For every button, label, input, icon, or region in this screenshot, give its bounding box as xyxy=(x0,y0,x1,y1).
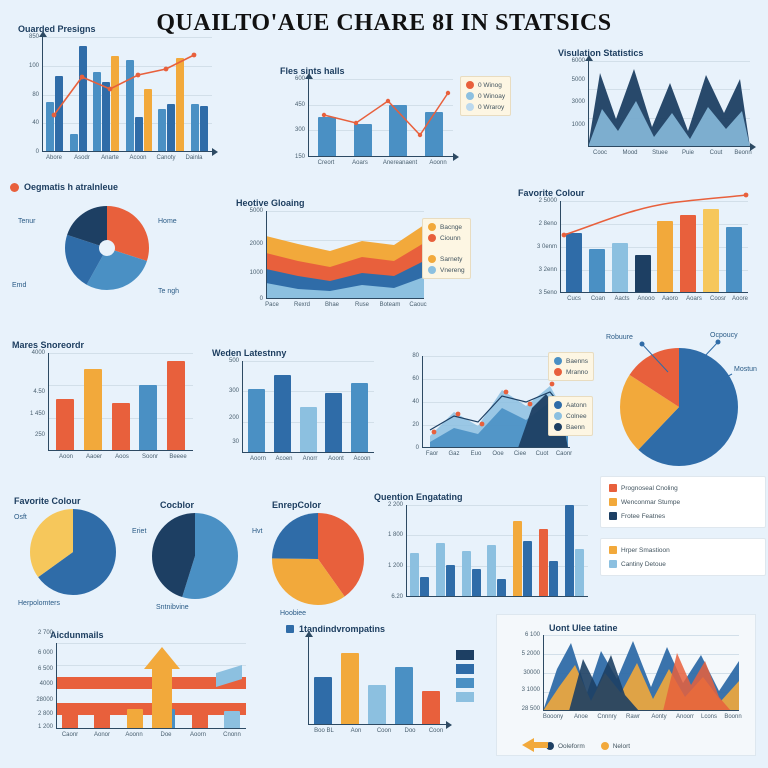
pie-label: Sntnibvine xyxy=(156,604,189,611)
x-tick: Ruse xyxy=(354,302,370,308)
legend-label: Prognoseal Cnoling xyxy=(621,484,678,492)
legend-item xyxy=(466,81,505,89)
y-tick: 60 xyxy=(412,376,419,382)
plot-area xyxy=(28,34,212,161)
x-tick: Soonr xyxy=(141,454,159,460)
chart-title: Heotive Gloaing xyxy=(236,198,305,208)
bar xyxy=(436,543,445,597)
chart-title: Fles sints halls xyxy=(280,66,345,76)
bar xyxy=(565,505,574,597)
x-tick: Rawr xyxy=(625,714,641,720)
legend-swatch-icon xyxy=(554,401,562,409)
legend-item xyxy=(428,234,465,242)
y-tick: 4000 xyxy=(31,350,45,356)
x-tick: Dainla xyxy=(185,155,203,161)
legend-label: Nelort xyxy=(612,742,631,750)
x-tick: Boteam xyxy=(379,302,401,308)
y-tick: 20 xyxy=(412,422,419,428)
bar xyxy=(575,549,584,597)
chart-pie-favorite-colour xyxy=(14,496,134,616)
chart-title: Favorite Colour xyxy=(518,188,585,198)
chart-donut-oegmatis xyxy=(10,182,210,322)
x-tick: Anarte xyxy=(101,155,119,161)
legend-swatch-icon xyxy=(466,103,474,111)
y-tick: 80 xyxy=(32,91,39,98)
chart-title: Visulation Statistics xyxy=(558,48,644,58)
chart-title: Favorite Colour xyxy=(14,496,81,506)
legend-label: Sarnety xyxy=(440,255,463,263)
chart-title: Ouarded Presigns xyxy=(18,24,96,34)
x-tick: Cooc xyxy=(592,150,608,156)
y-tick: 4000 xyxy=(39,681,53,688)
bar xyxy=(112,403,130,451)
plot-area xyxy=(387,502,588,600)
x-tick: Caonr xyxy=(61,732,79,738)
pie-label: Herpolomters xyxy=(18,600,61,607)
x-tick: Acoon xyxy=(353,456,371,462)
x-tick: Anoe xyxy=(573,714,589,720)
x-tick: Aoon xyxy=(58,454,74,460)
chart-title: Cocblor xyxy=(160,500,195,510)
y-tick: 2000 xyxy=(249,241,263,248)
pie-label: Mostun xyxy=(734,366,757,373)
legend-swatch-icon xyxy=(609,484,617,492)
legend-swatch-icon xyxy=(554,357,562,365)
y-tick: 250 xyxy=(34,432,45,439)
legend-label: Colnee xyxy=(566,412,587,420)
legend-item xyxy=(609,484,757,492)
x-tick: Aoore xyxy=(731,296,749,302)
y-tick: 450 xyxy=(294,101,305,108)
legend-label: 0 Wraroy xyxy=(478,103,505,111)
y-tick: 1 450 xyxy=(29,410,45,417)
y-tick: 5 2000 xyxy=(521,651,540,657)
y-tick: 6000 xyxy=(571,58,585,64)
bar xyxy=(84,369,102,451)
pie-svg xyxy=(272,513,364,605)
y-tick: 3 5eno xyxy=(538,290,557,296)
plot-area xyxy=(294,76,453,166)
x-tick: Aoos xyxy=(115,454,129,460)
y-tick: 5000 xyxy=(249,208,263,214)
x-tick: Aoont xyxy=(328,456,344,462)
x-tick: Gaz xyxy=(448,451,460,457)
bar xyxy=(410,553,419,597)
arrow-up-icon xyxy=(56,643,246,729)
y-tick: 1000 xyxy=(249,269,263,276)
legend-label: 0 Winoay xyxy=(478,92,506,100)
x-tick: Pace xyxy=(265,302,279,308)
y-tick: 4.50 xyxy=(33,389,45,396)
legend-item xyxy=(554,423,587,431)
chart-visulation-statistics xyxy=(558,48,758,173)
x-tick: Bhae xyxy=(324,302,340,308)
chart-title: 1tandindvrompatins xyxy=(299,624,386,634)
y-tick: 2 200 xyxy=(387,502,403,508)
y-tick: 5000 xyxy=(571,76,585,83)
legend-item xyxy=(546,742,585,750)
x-tick: Aoars xyxy=(686,296,702,302)
pie-label: Hvt xyxy=(252,528,263,535)
pie-svg xyxy=(30,509,116,595)
legend-item xyxy=(554,401,587,409)
legend-item xyxy=(554,368,588,376)
x-tick: Doo xyxy=(404,728,416,734)
plot-area xyxy=(29,350,193,460)
bar xyxy=(56,399,74,451)
bar xyxy=(513,521,522,597)
legend-swatch-icon xyxy=(554,368,562,376)
x-tick: Aoorn xyxy=(189,732,207,738)
bar xyxy=(549,561,558,597)
bar xyxy=(351,383,368,453)
bar xyxy=(341,653,359,725)
y-tick: 3 2enn xyxy=(538,267,557,273)
legend-label: Mranno xyxy=(566,368,589,376)
x-tick: Cout xyxy=(709,150,723,156)
chart-favorite-colour-bars xyxy=(518,188,758,318)
legend-item xyxy=(466,92,505,100)
bar-group xyxy=(565,505,584,597)
chart-ouarded-presigns xyxy=(18,24,216,169)
chart-aicdunmails xyxy=(14,630,244,760)
y-tick: 6.20 xyxy=(391,594,403,600)
x-tick: Cuot xyxy=(535,451,549,457)
bar xyxy=(139,385,157,451)
legend-mixed-bottom xyxy=(548,396,593,436)
bar xyxy=(274,375,291,453)
chart-pie-robuure xyxy=(606,330,766,470)
legend-label: Ooleform xyxy=(558,742,585,750)
area-series xyxy=(543,635,739,711)
y-tick: 1 200 xyxy=(37,724,53,731)
legend-item xyxy=(428,255,465,263)
area-series xyxy=(266,211,424,299)
overlay-line xyxy=(42,37,212,152)
y-tick: 0 xyxy=(259,296,263,302)
y-tick: 28 500 xyxy=(521,705,540,712)
bar-group xyxy=(513,521,532,597)
x-tick: Acoen xyxy=(275,456,293,462)
y-tick: 2 5000 xyxy=(538,198,557,204)
x-tick: Aaoro xyxy=(661,296,679,302)
bar xyxy=(300,407,317,453)
x-tick: Aoorn xyxy=(249,456,267,462)
y-tick: 1 800 xyxy=(387,532,403,539)
legend-swatch-icon xyxy=(428,266,436,274)
chart-pie-enrepcolor xyxy=(252,500,382,625)
bar xyxy=(539,529,548,597)
chart-tandindvrompatins xyxy=(286,624,486,754)
x-tick: Creort xyxy=(317,160,335,166)
x-tick: Aon xyxy=(350,728,362,734)
legend-item xyxy=(554,357,588,365)
x-tick: Coon xyxy=(376,728,392,734)
x-tick: Boo BL xyxy=(314,728,334,734)
chart-quention-engatating xyxy=(374,492,594,622)
chart-flessints-halls xyxy=(280,66,480,176)
legend-swatch-icon xyxy=(601,742,609,750)
x-tick: Cucs xyxy=(567,296,581,302)
y-tick: 300 xyxy=(228,388,239,395)
x-tick: Mood xyxy=(622,150,638,156)
x-tick: Acoon xyxy=(129,155,147,161)
legend-label: 0 Winog xyxy=(478,81,502,89)
x-tick: Ciee xyxy=(513,451,527,457)
bar xyxy=(497,579,506,597)
bar xyxy=(472,569,481,597)
legend-label: Vnereng xyxy=(440,266,465,274)
legend-item xyxy=(609,560,757,568)
legend-swatch-icon xyxy=(456,664,474,674)
y-tick: 2 8eno xyxy=(538,221,557,227)
y-tick: 6 000 xyxy=(37,650,53,657)
bar xyxy=(368,685,386,725)
x-tick: Aonor xyxy=(93,732,111,738)
bar-group xyxy=(462,551,481,597)
bar-group xyxy=(436,543,455,597)
chart-title-row xyxy=(286,624,486,634)
legend-label: Cantiny Detoue xyxy=(621,560,666,568)
chart-title: Mares Snoreordr xyxy=(12,340,85,350)
legend-swatch-icon xyxy=(428,255,436,263)
plot-area xyxy=(536,198,749,302)
y-tick: 1000 xyxy=(571,121,585,128)
chart-title: EnrepColor xyxy=(272,500,322,510)
plot-area xyxy=(521,632,742,720)
x-tick: Boonn xyxy=(724,714,742,720)
bar-group xyxy=(487,545,506,597)
legend-label: Aatonn xyxy=(566,401,587,409)
x-tick: Anooo xyxy=(637,296,655,302)
bar xyxy=(314,677,332,725)
page-title: QUAILTO'AUE CHARE 8I IN STATSICS xyxy=(156,10,612,36)
x-tick: Booony xyxy=(542,714,564,720)
plot-area xyxy=(249,208,427,308)
bar xyxy=(395,667,413,725)
pie-label: Robuure xyxy=(606,334,633,341)
bar xyxy=(420,577,429,597)
x-tick: Abore xyxy=(45,155,63,161)
legend-flessints xyxy=(460,76,511,116)
y-tick: 80 xyxy=(412,353,419,359)
x-tick: Anorr xyxy=(302,456,318,462)
legend-item xyxy=(466,103,505,111)
legend-swatch-icon xyxy=(456,650,474,660)
y-tick: 2 800 xyxy=(37,710,53,717)
x-tick: Euo xyxy=(470,451,482,457)
legend-swatch-icon xyxy=(428,234,436,242)
pie-svg xyxy=(152,513,238,599)
x-tick: Asodr xyxy=(74,155,90,161)
y-tick: 28000 xyxy=(36,696,53,703)
bar xyxy=(422,691,440,725)
pie-label: Emd xyxy=(12,282,27,289)
x-tick: Stuee xyxy=(652,150,668,156)
legend-swatches xyxy=(456,650,474,702)
x-tick: Lcons xyxy=(700,714,718,720)
legend-item xyxy=(609,512,757,520)
y-tick: 850 xyxy=(28,34,39,40)
bar xyxy=(248,389,265,453)
y-tick: 600 xyxy=(294,76,305,82)
pie-label: Tenur xyxy=(18,218,36,225)
chart-title: Aicdunmails xyxy=(50,630,104,640)
y-tick: 40 xyxy=(32,120,39,127)
y-tick: 1 200 xyxy=(387,562,403,569)
y-tick: 300 xyxy=(294,127,305,134)
x-tick: Caonr xyxy=(555,451,573,457)
y-tick: 40 xyxy=(412,399,419,405)
plot-area xyxy=(308,637,446,734)
legend-swatch-icon xyxy=(428,223,436,231)
x-tick: Doe xyxy=(160,732,172,738)
y-tick: 0 xyxy=(35,149,39,155)
x-tick: Aoonn xyxy=(429,160,447,166)
x-tick: Puie xyxy=(681,150,695,156)
y-tick: 2 700 xyxy=(37,630,53,636)
legend-mixed-top xyxy=(548,352,594,381)
legend-swatch-icon xyxy=(609,560,617,568)
chart-title: Uont Ulee tatine xyxy=(549,623,618,633)
legend-item xyxy=(428,266,465,274)
bar xyxy=(446,565,455,597)
x-tick: Cnnnry xyxy=(597,714,617,720)
x-tick: Coosr xyxy=(709,296,727,302)
pie-label: Hoobiee xyxy=(280,610,307,617)
legend-label: Wenconmar Stumpe xyxy=(621,498,681,506)
y-tick: 6 500 xyxy=(37,665,53,672)
legend-heotive xyxy=(422,218,471,279)
legend-swatch-icon xyxy=(466,92,474,100)
bullet-icon xyxy=(286,625,294,633)
bar xyxy=(462,551,471,597)
x-tick: Aaoer xyxy=(85,454,103,460)
legend-item xyxy=(601,742,630,750)
x-tick: Rexrd xyxy=(293,302,311,308)
overlay-line xyxy=(308,79,453,157)
bar-group xyxy=(410,553,429,597)
legend-swatch-icon xyxy=(466,81,474,89)
chart-title: Oegmatis h atralnleue xyxy=(24,182,119,192)
x-tick: Cnonn xyxy=(223,732,241,738)
legend-item xyxy=(609,546,757,554)
chart-title: Quention Engatating xyxy=(374,492,463,502)
x-tick: Beeee xyxy=(169,454,187,460)
legend-label: Frotee Featnes xyxy=(621,512,666,520)
legend-item xyxy=(428,223,465,231)
y-tick: 0 xyxy=(415,445,419,451)
y-tick: 3 0enm xyxy=(536,244,557,250)
x-tick: Caouc xyxy=(409,302,427,308)
pie-label: Ocpoucy xyxy=(710,332,738,339)
plot-area xyxy=(571,58,752,156)
legend-label: Hrper Smastioon xyxy=(621,546,670,554)
donut-svg xyxy=(48,198,166,298)
chart-uont-ulee-tatine xyxy=(496,614,756,756)
y-tick: 150 xyxy=(294,154,305,160)
legend-label: Ciounn xyxy=(440,234,461,242)
legend-panel-lower xyxy=(600,538,766,576)
chart-pie-cocblor xyxy=(132,500,256,620)
chart-mares-snoreordr xyxy=(12,340,202,475)
legend-label: Baenn xyxy=(566,423,585,431)
y-tick: 6 100 xyxy=(524,632,540,638)
y-tick: 200 xyxy=(228,415,239,422)
chart-heotive-gloaing xyxy=(236,198,436,323)
y-tick: 30 xyxy=(232,438,239,445)
legend-swatch-icon xyxy=(554,412,562,420)
x-tick: Ooe xyxy=(492,451,504,457)
x-tick: Aonty xyxy=(651,714,667,720)
pie-label: Eriet xyxy=(132,528,147,535)
arrow-marker-icon xyxy=(522,736,550,754)
legend-swatch-icon xyxy=(554,423,562,431)
pie-label: Home xyxy=(158,218,177,225)
x-tick: Aoars xyxy=(352,160,368,166)
y-tick: 3 1000 xyxy=(521,686,540,693)
x-tick: Aoonn xyxy=(125,732,143,738)
legend-swatch-icon xyxy=(609,546,617,554)
bar xyxy=(167,361,185,451)
x-tick: Coan xyxy=(590,296,606,302)
legend-swatch-icon xyxy=(456,678,474,688)
legend-swatch-icon xyxy=(456,692,474,702)
callout-lines xyxy=(606,330,766,470)
x-tick: Faor xyxy=(425,451,439,457)
pie-label: Te ngh xyxy=(158,288,180,295)
overlay-line xyxy=(560,173,748,293)
chart-title: Weden Latestnny xyxy=(212,348,287,358)
legend-uont-ulee xyxy=(546,742,630,750)
y-tick: 30000 xyxy=(523,670,540,676)
bar-group xyxy=(539,529,558,597)
x-tick: Anoorr xyxy=(675,714,695,720)
chart-weden-latestnny xyxy=(212,348,387,478)
x-tick: Canoty xyxy=(156,155,176,161)
bar xyxy=(487,545,496,597)
area-series xyxy=(588,61,750,147)
x-tick: Anereanaent xyxy=(382,160,418,166)
legend-item xyxy=(554,412,587,420)
legend-panel-upper xyxy=(600,476,766,528)
y-tick: 3000 xyxy=(571,99,585,106)
legend-label: Bacnge xyxy=(440,223,463,231)
legend-swatch-icon xyxy=(609,512,617,520)
plot-area xyxy=(228,358,374,462)
bar xyxy=(325,393,342,453)
y-tick: 500 xyxy=(228,358,239,364)
y-tick: 100 xyxy=(28,62,39,69)
pie-label: Osft xyxy=(14,514,27,521)
legend-label: Baenns xyxy=(566,357,589,365)
x-tick: Beonn xyxy=(734,150,752,156)
x-tick: Coon xyxy=(428,728,444,734)
legend-item xyxy=(609,498,757,506)
bar xyxy=(523,541,532,597)
legend-swatch-icon xyxy=(609,498,617,506)
bullet-icon xyxy=(10,183,19,192)
chart-title-row xyxy=(10,182,210,192)
donut xyxy=(48,198,210,298)
x-tick: Aacts xyxy=(614,296,630,302)
